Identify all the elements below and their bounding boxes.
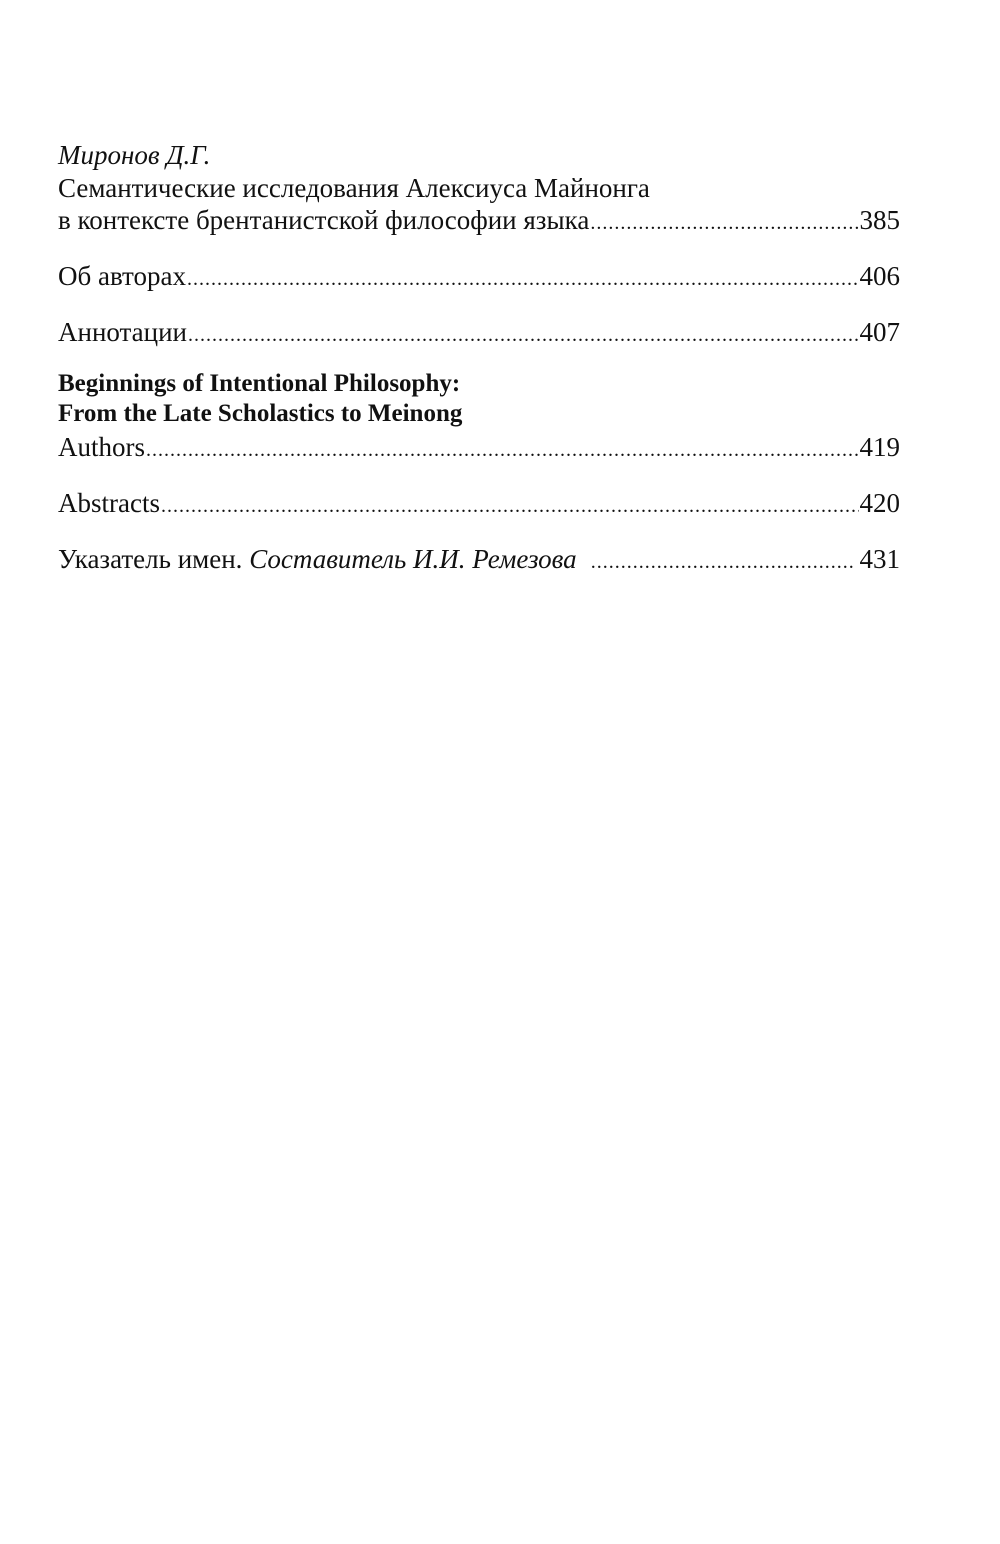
toc-entry-annotatsii[interactable] xyxy=(58,316,900,351)
english-heading-line-1: Beginnings of Intentional Philosophy: xyxy=(58,370,461,397)
entry-title-row xyxy=(58,204,900,239)
entry-author: Миронов Д.Г. xyxy=(58,140,211,170)
entry-title-line-1: Семантические исследования Алексиуса Майнонга xyxy=(58,173,650,203)
page-number: 407 xyxy=(859,317,900,347)
page-number: 406 xyxy=(859,261,900,291)
entry-title: Authors xyxy=(58,432,145,462)
dot-leader xyxy=(161,490,859,522)
entry-title: Об авторах xyxy=(58,261,186,291)
english-section-heading xyxy=(58,369,900,429)
table-of-contents xyxy=(58,140,900,599)
dot-leader xyxy=(590,207,858,239)
page-number: 385 xyxy=(859,205,900,235)
entry-title-line-2: в контексте брентанистской философии языка xyxy=(58,205,590,235)
dot-leader xyxy=(591,546,853,578)
entry-title-compiler: Составитель И.И. Ремезова xyxy=(249,544,577,574)
toc-entry-ob-avtorakh[interactable] xyxy=(58,260,900,295)
toc-entry-mironov[interactable] xyxy=(58,140,900,239)
entry-title: Аннотации xyxy=(58,317,188,347)
entry-title: Abstracts xyxy=(58,488,160,518)
toc-entry-index[interactable] xyxy=(58,543,900,578)
entry-title-plain: Указатель имен. xyxy=(58,544,243,574)
entry-title xyxy=(58,543,577,575)
dot-leader xyxy=(146,434,859,466)
page-number: 431 xyxy=(859,544,900,574)
page-number: 420 xyxy=(859,488,900,518)
page-number: 419 xyxy=(859,432,900,462)
dot-leader xyxy=(187,263,859,295)
toc-entry-authors[interactable] xyxy=(58,431,900,466)
toc-entry-abstracts[interactable] xyxy=(58,487,900,522)
english-heading-line-2: From the Late Scholastics to Meinong xyxy=(58,400,463,427)
dot-leader xyxy=(188,319,858,351)
